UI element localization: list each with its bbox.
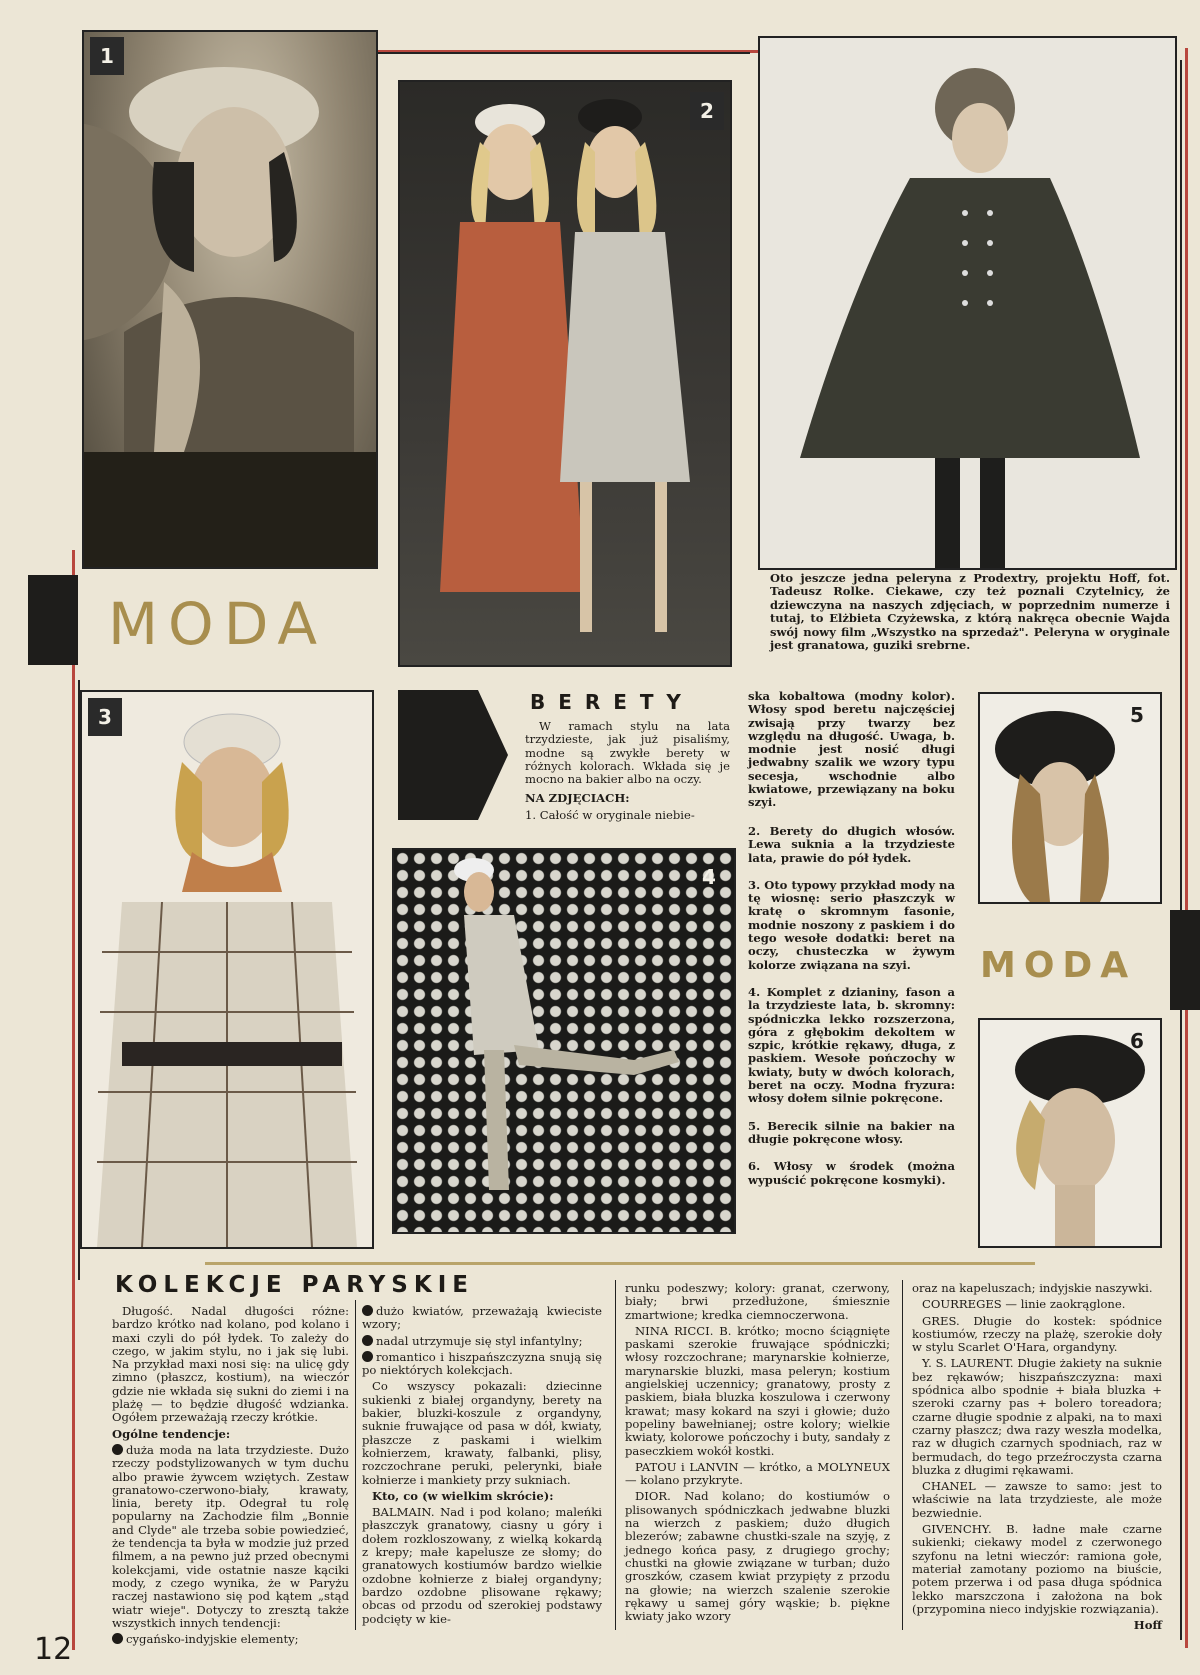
kolekcje-dior: DIOR. Nad kolano; do kostiumów o plisowanych spódniczkach jedwabne bluzki na wierzch z paskiem; dużo długich blezerów; zabawne chustki-szale na szyję, z jednego końca pasy, z drugiego grochy; chustki na głowie związane w turban; dużo groszków, czasem kwiat przypięty z przodu na głowie; na wierzch szalenie szerokie rękawy u samej góry wąskie; b. piękne kwiaty jako wzory [625, 1489, 890, 1624]
kolekcje-cyganskie: cygańsko-indyjskie elementy; [112, 1633, 349, 1646]
berety-item-3: 3. Oto typowy przykład mody na tę wiosnę: serio płaszczyk w kratę o skromnym fasonie, modnie noszony z paskiem i do tego wesołe dodatki: beret na oczy, chusteczka w żywym kolorze związana na szyi. [748, 877, 955, 972]
berety-item-5: 5. Berecik silnie na bakier na długie pokręcone włosy. [748, 1118, 955, 1146]
photo-2-number: 2 [690, 92, 724, 130]
moda-black-block [28, 575, 78, 665]
kolekcje-trzydzieste: duża moda na lata trzydzieste. Dużo rzeczy podstylizowanych w tym duchu albo prawie żywcem wziętych. Zestaw granatowo-czerwono-biały, krawaty, linia, berety itp. Odegrał tu rolę popularny na Zachodzie film „Bonnie and Clyde" ale trzeba sobie powiedzieć, że tendencja ta była w modzie już przed filmem, a na pewno już przed obecnymi kolekcjami, vide ostatnie nasze kąciki mody, z czego wynika, że w Paryżu raczej nastawiono się pod kątem „stąd wiatr wieje". Dotyczy to zresztą także wszystkich innych tendencji: [112, 1442, 349, 1630]
berety-item-2: 2. Berety do długich włosów. Lewa suknia a la trzydzieste lata, prawie do pół łydek. [748, 824, 955, 865]
kolekcje-courreges: COURREGES — linie zaokrąglone. [922, 1297, 1126, 1312]
photo-1-number: 1 [90, 37, 124, 75]
photo-3-number: 3 [88, 698, 122, 736]
berety-item-1b: ska kobaltowa (modny kolor). Włosy spod beretu najczęściej zwisają przy twarzy bez względu na długość. Uwaga, b. modnie jest nosić długi jedwabny szalik we wzory typu secesja, wschodnie albo kwiatowe, przewiązany na boku szyi. [748, 689, 955, 810]
photo-4-figure [394, 850, 734, 1232]
moda-small-black-block [1170, 910, 1200, 1010]
photo-1-figure [84, 32, 376, 567]
page-number: 12 [34, 1632, 73, 1667]
berety-heading: B E R E T Y [530, 690, 684, 714]
black-frame-right [1180, 60, 1182, 1640]
photo-1-beret-sweater [82, 30, 378, 569]
kolekcje-nina-ricci: NINA RICCI. B. krótko; mocno ściągnięte paskami szerokie fruwające spódniczki; włosy rozczochrane; marynarskie kołnierze, marynarskie bluzki, masa peleryn; kostium angielskiej uczennicy; granatowy, prosty z paskiem, biała bluzka koszulowa i czerwony krawat; masy kokard na szyi i głowie; dużo popeliny bawełnianej; ostre kolory; wielkie kwiaty, kolorowe pończochy i buty, sandały z paseczkiem wokół kostki. [625, 1323, 890, 1458]
photo-3-checked-coat [80, 690, 374, 1249]
kolekcje-heading: KOLEKCJE PARYSKIE [115, 1272, 474, 1298]
kolekcje-balmain-cont: runku podeszwy; kolory: granat, czerwony, biały; brwi przedłużone, śmiesznie zmartwione; kredka ciemnoczerwona. [625, 1281, 890, 1322]
kolekcje-gres: GRES. Długie do kostek: spódnice kostiumów, rzeczy na plażę, szerokie doły w stylu Scarlet O'Hara, organdyny. [912, 1313, 1162, 1355]
photo-3-figure [82, 692, 372, 1247]
photo-cape-figure [760, 38, 1175, 568]
berety-intro: W ramach stylu na lata trzydzieste, jak już pisaliśmy, modne są zwykłe berety w różnych kolorach. Wkłada się je mocno na bakier albo na oczy. [525, 719, 730, 787]
photo-2-two-dresses [398, 80, 732, 667]
berety-na-zdjeciach: NA ZDJĘCIACH: [525, 791, 630, 806]
kolekcje-column-3 [625, 1282, 890, 1626]
column-rule-1 [355, 1300, 356, 1630]
kolekcje-column-1 [112, 1305, 349, 1649]
kolekcje-author: Hoff [1133, 1618, 1162, 1633]
black-frame-top [350, 52, 750, 54]
red-frame-right [1185, 48, 1188, 1648]
kolekcje-ogolne-tendencje: Ogólne tendencje: [112, 1426, 231, 1441]
photo-2-figures [400, 82, 730, 665]
caption-cape: Oto jeszcze jedna peleryna z Prodextry, projektu Hoff, fot. Tadeusz Rolke. Ciekawe, czy też poznali Czytelnicy, że dziewczyna na naszych zdjęciach, w poprzednim numerze i tutaj, to Elżbieta Czyżewska, z którą nakręca obecnie Wajda swój nowy film „Wszystko na sprzedaż". Peleryna w oryginale jest granatowa, guziki srebrne. [770, 571, 1170, 653]
photo-5-number: 5 [1130, 703, 1144, 727]
kolekcje-co-wszyscy: Co wszyscy pokazali: dziecinne sukienki z białej organdyny, berety na bakier, bluzki-koszule z organdyny, suknie fruwające od pasa w dół, kwiaty, płaszcze z paskami i wielkim kołnierzem, krawaty, falbanki, plisy, rozczochrane peruki, pelerynki, białe kołnierze i mankiety przy sukniach. [362, 1379, 602, 1487]
kolekcje-givenchy: GIVENCHY. B. ładne małe czarne sukienki; ciekawy model z czerwonego szyfonu na letni wieczór: ramiona gołe, materiał zamotany poziomo na biuście, potem przerwa i od pasa długa spódnica lekko marszczona i założona na bok (przypomina nieco indyjskie rozwiązania). [912, 1522, 1162, 1616]
kolekcje-balmain: BALMAIN. Nad i pod kolano; maleńki płaszczyk granatowy, ciasny u góry i dołem rozkloszowany, z wielką kokardą z krepy; małe kapelusze ze słomy; do granatowych kostiumów bardzo wielkie ozdobne kołnierze z białej organdyny; bardzo ozdobne plisowane rękawy; obcas od przodu od szerokiej podstawy podcięty w kie- [362, 1505, 602, 1626]
berety-item-1a: 1. Całość w oryginale niebie- [525, 807, 695, 822]
berety-item-4: 4. Komplet z dzianiny, fason a la trzydzieste lata, b. skromny: spódniczka lekko rozszerzona, góra z głębokim dekoltem w szpic, krótkie rękawy, długa, z paskiem. Wesołe pończochy w kwiaty, buty w dwóch kolorach, beret na oczy. Modna fryzura: włosy dołem silnie pokręcone. [748, 984, 955, 1106]
berety-item-6: 6. Włosy w środek (można wypuścić pokręcone kosmyki). [748, 1159, 955, 1187]
kolekcje-column-2 [362, 1305, 602, 1629]
kolekcje-indyjskie: oraz na kapeluszach; indyjskie naszywki. [912, 1281, 1153, 1295]
kolekcje-patou-lanvin: PATOU i LANVIN — krótko, a MOLYNEUX — kolano przykryte. [625, 1459, 890, 1488]
kolekcje-kto-co: Kto, co (w wielkim skrócie): [372, 1488, 554, 1503]
photo-6-number: 6 [1130, 1029, 1144, 1053]
photo-5-beret-long-hair [978, 692, 1162, 904]
kolekcje-chanel: CHANEL — zawsze to samo: jest to właściwie na lata trzydzieste, ale może bezwiednie. [912, 1479, 1162, 1520]
kolekcje-dlugosc: Długość. Nadal długości różne: bardzo krótko nad kolano, pod kolano i maxi czyli do pół łydek. To zależy do czego, w jakim stylu, no i jak się lubi. Na przykład maxi nosi się: na ulicę gdy zimno (płaszcz, kostium), na wieczór gdzie nie wkłada się sukni do ziemi i na plażę — to będzie długość wdzianka. Ogółem przeważają rzeczy krótkie. [112, 1304, 349, 1425]
photo-4-number: 4 [702, 865, 716, 889]
berety-column-2 [748, 690, 955, 813]
photo-6-beret-curls [978, 1018, 1162, 1248]
berety-column-2b [748, 825, 955, 1190]
photo-cape [758, 36, 1177, 570]
red-frame-left [72, 550, 75, 1650]
kolekcje-infantylny: nadal utrzymuje się styl infantylny; [362, 1335, 602, 1348]
kolekcje-romantico: romantico i hiszpańszczyzna snują się po niektórych kolekcjach. [362, 1349, 602, 1378]
berety-column-1 [525, 720, 730, 825]
column-rule-3 [902, 1280, 903, 1630]
photo-4-knit-dress [392, 848, 736, 1234]
kolekcje-column-4 [912, 1282, 1162, 1635]
moda-heading-large: MODA [108, 590, 328, 658]
section-divider [205, 1262, 1035, 1265]
kolekcje-laurent: Y. S. LAURENT. Długie żakiety na suknie bez rękawów; hiszpańszczyzna: maxi spódnica albo spodnie + biała bluzka + szeroki czarny pas + bolero toreadora; czarne długie spodnie z alpaki, na to maxi czarny płaszcz; dwa razy weszła modelka, raz w długich czarnych spodniach, raz w bermudach, do tego przeźroczysta czarna bluzka z długimi rękawami. [912, 1356, 1162, 1477]
moda-heading-small: MODA [980, 945, 1137, 986]
kolekcje-kwiaty: dużo kwiatów, przeważają kwieciste wzory; [362, 1304, 602, 1332]
berety-arrow-block [398, 690, 508, 820]
column-rule-2 [615, 1280, 616, 1630]
